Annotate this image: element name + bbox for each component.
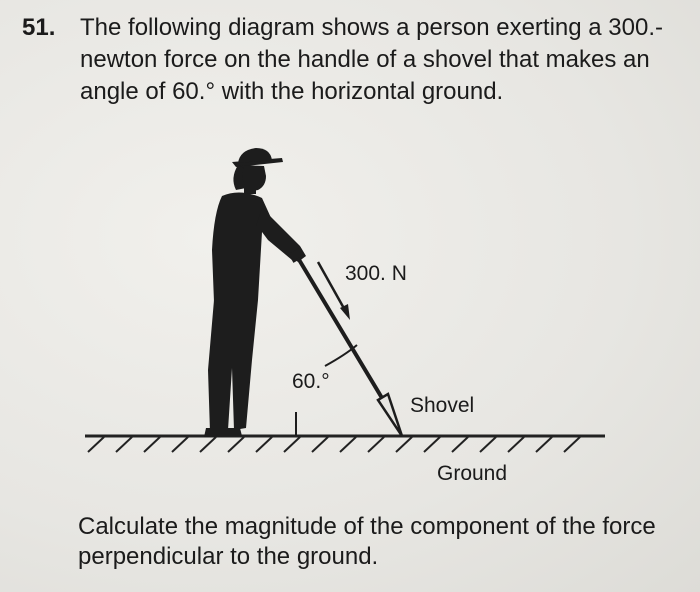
angle-label: 60.° xyxy=(292,370,330,393)
force-label: 300. N xyxy=(345,262,407,285)
shovel-label: Shovel xyxy=(410,394,475,417)
shovel-blade xyxy=(378,394,402,436)
diagram-svg xyxy=(0,140,700,500)
legs xyxy=(208,300,258,432)
shoes xyxy=(204,428,242,437)
question-text: The following diagram shows a person exerting a 300.-newton force on the handle of a shovel that makes an angle of 60.° with the horizontal ground. xyxy=(80,14,663,105)
angle-arc xyxy=(325,345,357,366)
person-figure xyxy=(204,148,306,437)
ground-label: Ground xyxy=(437,462,508,485)
followup-question: Calculate the magnitude of the component of the force perpendicular to the ground. xyxy=(78,513,656,570)
ground-hatching xyxy=(88,437,580,452)
force-diagram xyxy=(0,140,700,500)
question-number: 51. xyxy=(22,14,56,41)
force-arrow-shaft xyxy=(318,262,346,312)
